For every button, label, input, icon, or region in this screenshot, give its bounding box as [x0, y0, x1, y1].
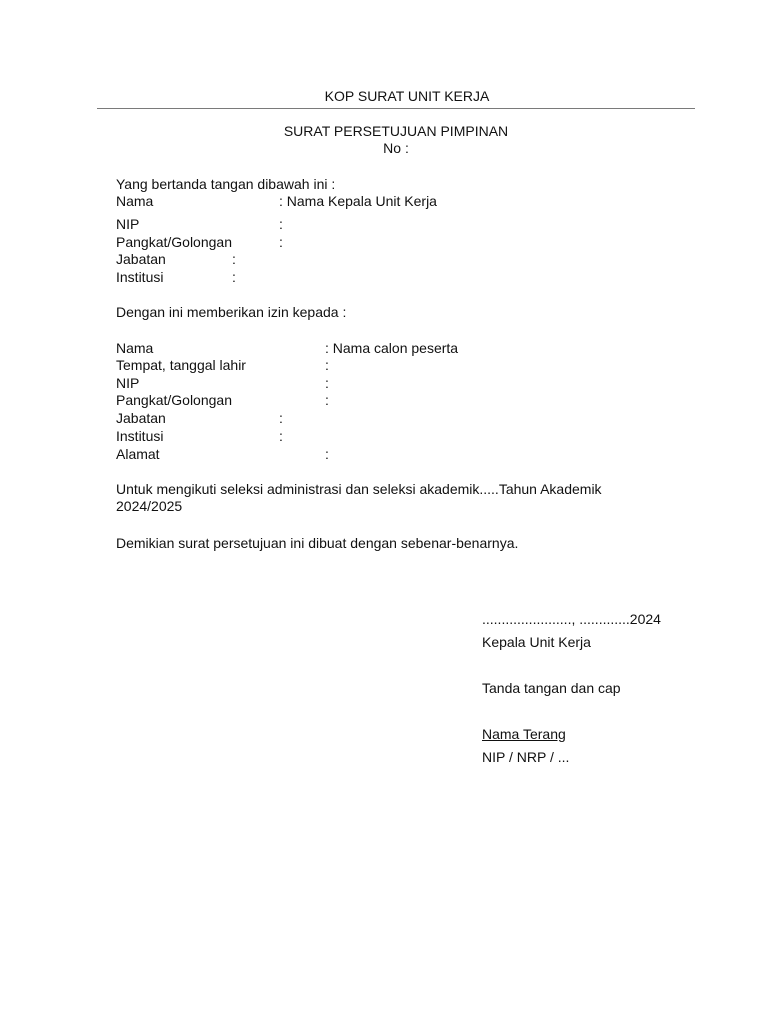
signer-nip-value: : — [279, 216, 283, 232]
candidate-rank-label: Pangkat/Golongan — [116, 392, 232, 408]
signer-rank-label: Pangkat/Golongan — [116, 234, 232, 250]
letter-number: No : — [383, 140, 409, 156]
header-divider — [97, 108, 695, 109]
signer-name-value: : Nama Kepala Unit Kerja — [279, 193, 437, 209]
closing-statement: Demikian surat persetujuan ini dibuat dengan sebenar-benarnya. — [116, 535, 519, 551]
signer-position-title: Kepala Unit Kerja — [482, 634, 591, 650]
candidate-nip-value: : — [325, 375, 329, 391]
candidate-birth-value: : — [325, 357, 329, 373]
candidate-institution-label: Institusi — [116, 428, 164, 444]
signer-nip-label: NIP — [116, 216, 140, 232]
letterhead: KOP SURAT UNIT KERJA — [324, 88, 490, 104]
signer-id-number: NIP / NRP / ... — [482, 749, 570, 765]
signer-rank-value: : — [279, 234, 283, 250]
candidate-rank-value: : — [325, 392, 329, 408]
signer-position-value: : — [232, 251, 236, 267]
place-date: ......................., .............2024 — [482, 611, 661, 627]
candidate-address-label: Alamat — [116, 446, 160, 462]
candidate-institution-value: : — [279, 428, 283, 444]
signature-note: Tanda tangan dan cap — [482, 680, 621, 696]
letter-title: SURAT PERSETUJUAN PIMPINAN — [283, 123, 509, 139]
candidate-nip-label: NIP — [116, 375, 140, 391]
candidate-name-value: : Nama calon peserta — [325, 340, 459, 356]
purpose-line-2: 2024/2025 — [116, 498, 183, 514]
signer-intro: Yang bertanda tangan dibawah ini : — [116, 176, 336, 192]
grant-intro: Dengan ini memberikan izin kepada : — [116, 304, 347, 320]
candidate-address-value: : — [325, 446, 329, 462]
signer-position-label: Jabatan — [116, 251, 166, 267]
signer-name-label: Nama — [116, 193, 154, 209]
signer-institution-value: : — [232, 269, 236, 285]
candidate-position-label: Jabatan — [116, 410, 166, 426]
signer-institution-label: Institusi — [116, 269, 164, 285]
candidate-name-label: Nama — [116, 340, 154, 356]
candidate-birth-label: Tempat, tanggal lahir — [116, 357, 246, 373]
signer-clear-name: Nama Terang — [482, 726, 566, 742]
candidate-position-value: : — [279, 410, 283, 426]
purpose-line-1: Untuk mengikuti seleksi administrasi dan seleksi akademik.....Tahun Akademik — [116, 481, 602, 497]
